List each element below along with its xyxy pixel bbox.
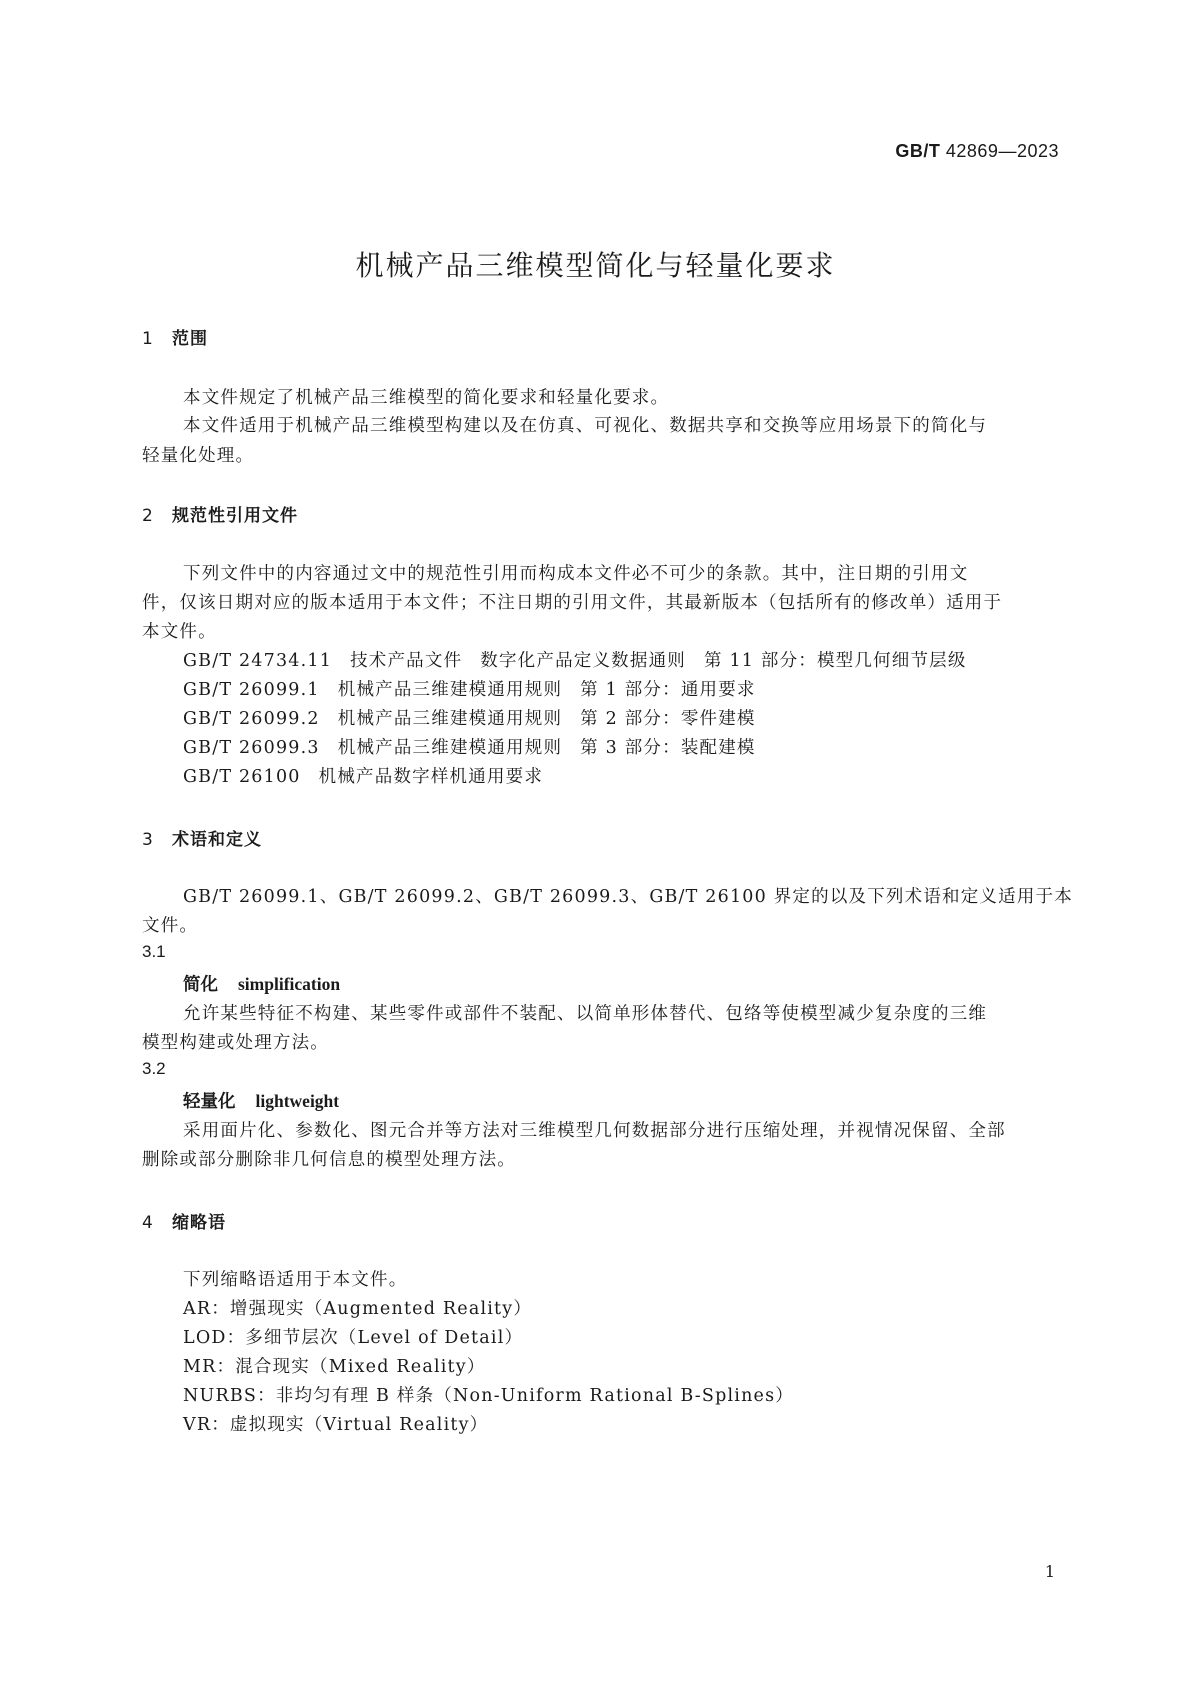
- abbreviation-item: AR：增强现实（Augmented Reality）: [183, 1299, 533, 1319]
- reference-code: GB/T 26100: [183, 767, 301, 787]
- section-2-heading: [142, 501, 298, 526]
- section-number: 2: [142, 506, 154, 526]
- term-chinese: 轻量化: [183, 1092, 236, 1112]
- reference-code: GB/T 24734.11: [183, 651, 333, 671]
- abbreviation-item: LOD：多细节层次（Level of Detail）: [183, 1328, 524, 1348]
- term-definition-line-2: 删除或部分删除非几何信息的模型处理方法。: [142, 1150, 516, 1170]
- standard-code: [895, 141, 1059, 162]
- reference-title-part: 第 3 部分：装配建模: [580, 738, 756, 758]
- reference-title-part: 机械产品数字样机通用要求: [318, 767, 544, 787]
- reference-title-part: 机械产品三维建模通用规则: [337, 738, 563, 758]
- standard-code-number: 42869—2023: [945, 141, 1059, 161]
- section-number: 3: [142, 830, 154, 850]
- abbreviation-item: VR：虚拟现实（Virtual Reality）: [183, 1415, 489, 1435]
- reference-code: GB/T 26099.2: [183, 709, 320, 729]
- section-title: 规范性引用文件: [172, 506, 298, 526]
- section-2-intro-line-2: 件，仅该日期对应的版本适用于本文件；不注日期的引用文件，其最新版本（包括所有的修改单）适用于: [142, 593, 1003, 613]
- section-title: 缩略语: [172, 1213, 226, 1233]
- section-title: 术语和定义: [172, 830, 262, 850]
- reference-item: [183, 734, 756, 759]
- reference-title-part: 第 11 部分：模型几何细节层级: [703, 651, 967, 671]
- standard-code-prefix: GB/T: [895, 141, 941, 161]
- section-title: 范围: [172, 329, 208, 349]
- term-number: 3.2: [142, 1059, 166, 1078]
- reference-item: [183, 647, 967, 672]
- reference-title-part: 机械产品三维建模通用规则: [337, 709, 563, 729]
- section-3-intro-line-1: GB/T 26099.1、GB/T 26099.2、GB/T 26099.3、GB/T 26100 界定的以及下列术语和定义适用于本: [183, 887, 1073, 907]
- section-1-paragraph-1: 本文件规定了机械产品三维模型的简化要求和轻量化要求。: [183, 388, 670, 408]
- reference-code: GB/T 26099.3: [183, 738, 320, 758]
- abbreviation-item: MR：混合现实（Mixed Reality）: [183, 1357, 486, 1377]
- reference-title-part: 第 2 部分：零件建模: [580, 709, 756, 729]
- term-heading: [183, 971, 340, 996]
- reference-title-part: 第 1 部分：通用要求: [580, 680, 756, 700]
- term-definition-line-1: 允许某些特征不构建、某些零件或部件不装配、以简单形体替代、包络等使模型减少复杂度的三维: [183, 1004, 988, 1024]
- section-1-paragraph-2-line-1: 本文件适用于机械产品三维模型构建以及在仿真、可视化、数据共享和交换等应用场景下的简化与: [183, 416, 988, 436]
- reference-item: [183, 676, 756, 701]
- term-number: 3.1: [142, 942, 166, 961]
- reference-item: [183, 763, 543, 788]
- abbreviation-item: NURBS：非均匀有理 B 样条（Non-Uniform Rational B-Splines）: [183, 1386, 794, 1406]
- section-2-intro-line-3: 本文件。: [142, 622, 217, 642]
- reference-title-part: 技术产品文件: [350, 651, 463, 671]
- term-definition-line-1: 采用面片化、参数化、图元合并等方法对三维模型几何数据部分进行压缩处理，并视情况保留、全部: [183, 1121, 1006, 1141]
- page-number: 1: [1044, 1562, 1055, 1581]
- term-english: simplification: [238, 974, 341, 994]
- reference-title-part: 机械产品三维建模通用规则: [337, 680, 563, 700]
- section-4-intro: 下列缩略语适用于本文件。: [183, 1270, 408, 1290]
- reference-item: [183, 705, 756, 730]
- section-number: 4: [142, 1213, 154, 1233]
- section-number: 1: [142, 329, 154, 349]
- document-title: 机械产品三维模型简化与轻量化要求: [355, 249, 836, 282]
- section-3-heading: [142, 825, 262, 850]
- section-3-intro-line-2: 文件。: [142, 916, 199, 936]
- term-heading: [183, 1088, 339, 1113]
- reference-title-part: 数字化产品定义数据通则: [480, 651, 686, 671]
- section-2-intro-line-1: 下列文件中的内容通过文中的规范性引用而构成本文件必不可少的条款。其中，注日期的引用文: [183, 564, 969, 584]
- section-1-paragraph-2-line-2: 轻量化处理。: [142, 446, 255, 466]
- section-4-heading: [142, 1208, 226, 1233]
- section-1-heading: [142, 324, 208, 349]
- term-chinese: 简化: [183, 975, 218, 995]
- term-english: lightweight: [255, 1091, 340, 1111]
- term-definition-line-2: 模型构建或处理方法。: [142, 1033, 329, 1053]
- reference-code: GB/T 26099.1: [183, 680, 320, 700]
